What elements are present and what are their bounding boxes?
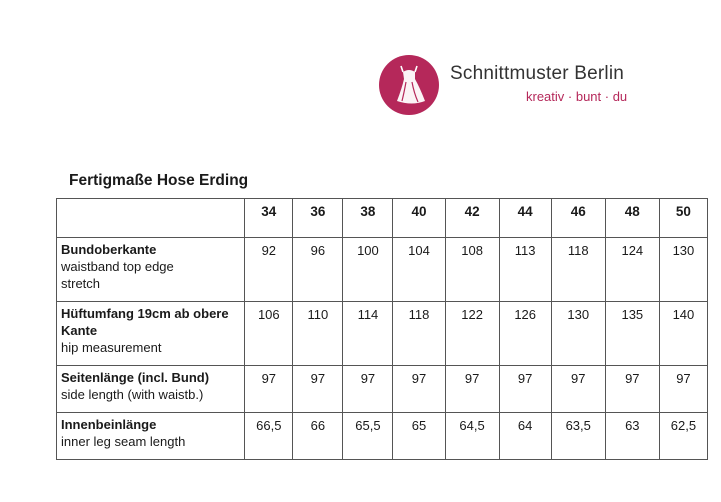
value-cell: 97 bbox=[445, 366, 499, 413]
value-cell: 108 bbox=[445, 238, 499, 302]
value-cell: 97 bbox=[245, 366, 293, 413]
size-header: 40 bbox=[393, 199, 445, 238]
row-sublabel: inner leg seam length bbox=[61, 434, 186, 449]
value-cell: 114 bbox=[343, 302, 393, 366]
value-cell: 64,5 bbox=[445, 413, 499, 460]
row-label-cell bbox=[57, 238, 245, 302]
value-cell: 126 bbox=[499, 302, 551, 366]
value-cell: 130 bbox=[659, 238, 707, 302]
value-cell: 97 bbox=[551, 366, 605, 413]
value-cell: 97 bbox=[343, 366, 393, 413]
row-label: Bundoberkante bbox=[61, 242, 157, 257]
table-row bbox=[57, 413, 708, 460]
value-cell: 66 bbox=[293, 413, 343, 460]
size-header: 50 bbox=[659, 199, 707, 238]
size-header: 34 bbox=[245, 199, 293, 238]
brand-tagline: kreativ · bunt · du bbox=[526, 89, 628, 104]
value-cell: 65,5 bbox=[343, 413, 393, 460]
row-sublabel: side length (with waistb.) bbox=[61, 387, 204, 402]
value-cell: 97 bbox=[605, 366, 659, 413]
value-cell: 118 bbox=[551, 238, 605, 302]
value-cell: 97 bbox=[293, 366, 343, 413]
value-cell: 124 bbox=[605, 238, 659, 302]
size-header: 36 bbox=[293, 199, 343, 238]
brand-name: Schnittmuster Berlin bbox=[450, 63, 625, 84]
row-sublabel: stretch bbox=[61, 276, 101, 291]
measurement-table bbox=[56, 198, 708, 460]
value-cell: 65 bbox=[393, 413, 445, 460]
value-cell: 135 bbox=[605, 302, 659, 366]
value-cell: 140 bbox=[659, 302, 707, 366]
value-cell: 104 bbox=[393, 238, 445, 302]
value-cell: 97 bbox=[499, 366, 551, 413]
table-row bbox=[57, 366, 708, 413]
row-label: Hüftumfang 19cm ab obere Kante bbox=[61, 306, 229, 338]
value-cell: 110 bbox=[293, 302, 343, 366]
size-header: 48 bbox=[605, 199, 659, 238]
value-cell: 62,5 bbox=[659, 413, 707, 460]
row-label: Seitenlänge (incl. Bund) bbox=[61, 370, 210, 385]
row-label-cell bbox=[57, 302, 245, 366]
table-row bbox=[57, 238, 708, 302]
size-header: 44 bbox=[499, 199, 551, 238]
table-row bbox=[57, 302, 708, 366]
value-cell: 100 bbox=[343, 238, 393, 302]
row-label-cell bbox=[57, 366, 245, 413]
value-cell: 118 bbox=[393, 302, 445, 366]
row-sublabel: hip measurement bbox=[61, 340, 162, 355]
size-header: 38 bbox=[343, 199, 393, 238]
value-cell: 97 bbox=[659, 366, 707, 413]
value-cell: 92 bbox=[245, 238, 293, 302]
size-header-row bbox=[57, 199, 708, 238]
value-cell: 64 bbox=[499, 413, 551, 460]
row-label-cell bbox=[57, 413, 245, 460]
size-header: 46 bbox=[551, 199, 605, 238]
value-cell: 63 bbox=[605, 413, 659, 460]
row-sublabel: waistband top edge bbox=[61, 259, 174, 274]
value-cell: 130 bbox=[551, 302, 605, 366]
brand-logo bbox=[379, 55, 439, 115]
value-cell: 106 bbox=[245, 302, 293, 366]
value-cell: 97 bbox=[393, 366, 445, 413]
value-cell: 66,5 bbox=[245, 413, 293, 460]
size-header: 42 bbox=[445, 199, 499, 238]
value-cell: 63,5 bbox=[551, 413, 605, 460]
document-title: Fertigmaße Hose Erding bbox=[69, 172, 249, 189]
row-label: Innenbeinlänge bbox=[61, 417, 157, 432]
value-cell: 96 bbox=[293, 238, 343, 302]
value-cell: 113 bbox=[499, 238, 551, 302]
value-cell: 122 bbox=[445, 302, 499, 366]
corner-cell bbox=[57, 199, 245, 238]
